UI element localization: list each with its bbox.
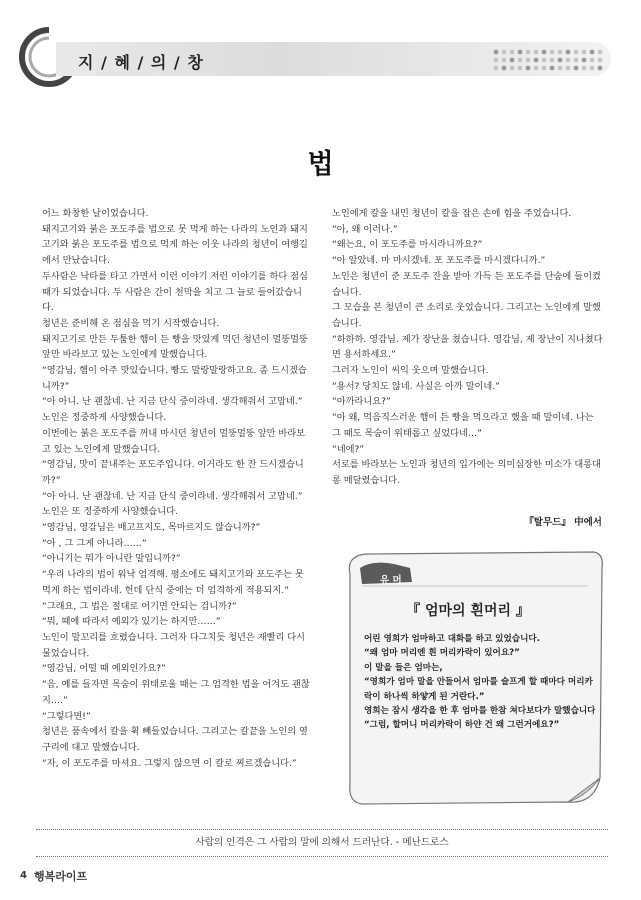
header-dot bbox=[502, 50, 507, 55]
header-dot bbox=[534, 66, 539, 71]
header-dot bbox=[518, 58, 523, 63]
article-paragraph: 그 모습을 본 청년이 큰 소리로 웃었습니다. 그리고는 노인에게 말했습니다. bbox=[332, 302, 601, 329]
header-dot bbox=[526, 58, 531, 63]
humor-title: 『 엄마의 흰머리 』 bbox=[406, 603, 530, 619]
header-dot bbox=[542, 58, 547, 63]
header-dot bbox=[598, 58, 603, 63]
header-dot bbox=[566, 66, 571, 71]
header-dot bbox=[502, 66, 507, 71]
humor-line: “왜 엄마 머리엔 흰 머리카락이 있어요?” bbox=[364, 648, 520, 659]
article-paragraph: “하하하. 영감님. 제가 장난을 쳤습니다. 영감님, 제 장난이 지나쳤다면 용서하세요.” bbox=[332, 333, 603, 361]
article-paragraph: “용서? 당치도 않네. 사실은 아까 말이네.” bbox=[332, 380, 500, 392]
article-paragraph: “아 아니. 난 괜찮네. 난 지금 단식 중이라네. 생각해줘서 고맙네.” 노인은 또 정중하게 사양했습니다. bbox=[42, 490, 303, 518]
header-dot bbox=[566, 50, 571, 55]
header-dot bbox=[574, 66, 579, 71]
humor-text bbox=[364, 632, 600, 733]
header-dot bbox=[566, 58, 571, 63]
header-dot bbox=[518, 50, 523, 55]
header-dot bbox=[510, 58, 515, 63]
article-paragraph: 어느 화창한 날이었습니다. bbox=[42, 208, 149, 219]
article-paragraph: “아니기는 뭐가 아니란 말입니까?” bbox=[42, 553, 181, 565]
article-paragraph: 이번에는 붉은 포도주를 꺼내 마시던 청년이 멀뚱멀뚱 앞만 바라보고 있는 노인에게 말했습니다. bbox=[42, 427, 305, 455]
article-paragraph: 그러자 노인이 씨익 웃으며 말했습니다. bbox=[332, 365, 489, 377]
quote-divider-bottom bbox=[36, 856, 608, 857]
article-paragraph: 두사람은 낙타를 타고 가면서 이런 이야기 저런 이야기를 하다 점심때가 되었습니다. 두 사람은 간이 천막을 치고 그 늘로 들어갔습니다. bbox=[42, 270, 308, 314]
article-paragraph: “자, 이 포도주를 마셔요. 그렇지 않으면 이 칼로 찌르겠습니다.” bbox=[42, 757, 297, 769]
article-title: 법 bbox=[307, 149, 334, 180]
section-title: 지 / 혜 / 의 / 창 bbox=[78, 53, 204, 72]
header-dot bbox=[582, 50, 587, 55]
article-source: 『탈무드』 中에서 bbox=[524, 517, 602, 528]
quote-divider-top bbox=[36, 829, 608, 830]
humor-line: “그럼, 할머니 머리카락이 하얀 건 왜 그런거에요?” bbox=[364, 720, 560, 731]
header-dot bbox=[510, 50, 515, 55]
article-paragraph: “네에?” bbox=[332, 443, 365, 455]
header-dot bbox=[494, 50, 499, 55]
page-number: 4 bbox=[20, 870, 27, 881]
article-paragraph: 돼지고기와 붉은 포도주를 법으로 못 먹게 하는 나라의 노인과 돼지고기와 붉은 포도주를 법으로 먹게 하는 이웃 나라의 청년이 여행길에서 만났습니다. bbox=[42, 223, 308, 267]
article-paragraph: 돼지고기로 만든 두툼한 햄이 든 빵을 맛있게 먹던 청년이 멀뚱멀뚱 앞만 바라보고 있는 노인에게 말했습니다. bbox=[42, 333, 308, 361]
article-paragraph: “음, 예를 들자면 목숨이 위태로울 때는 그 엄격한 법을 어겨도 괜찮지….” bbox=[42, 679, 310, 706]
article-paragraph: “영감님, 어떨 때 예외인가요?” bbox=[42, 663, 166, 675]
header-dot bbox=[558, 66, 563, 71]
humor-line: 이 말을 들은 엄마는, bbox=[364, 662, 443, 673]
header-dot bbox=[590, 50, 595, 55]
humor-label: 유 머 bbox=[380, 575, 402, 586]
article-paragraph: 청년은 준비해 온 점심을 먹기 시작했습니다. bbox=[42, 317, 220, 329]
header-dot bbox=[598, 66, 603, 71]
article-paragraph: “아까라니요?” bbox=[332, 396, 391, 408]
article-paragraph: “영감님, 영감님은 배고프지도, 목마르지도 않습니까?” bbox=[42, 522, 261, 534]
header-dot bbox=[574, 50, 579, 55]
humor-line: 영희는 잠시 생각을 한 후 엄마를 한참 쳐다보다가 말했습니다 bbox=[364, 706, 596, 717]
article-paragraph: “영감님, 햄이 아주 맛있습니다. 빵도 말랑말랑하고요. 좀 드시겠습니까?” bbox=[42, 365, 307, 392]
magazine-brand: 행복라이프 bbox=[34, 870, 88, 883]
article-paragraph: “아 왜, 먹음직스러운 햄이 든 빵을 먹으라고 했을 때 말이네. 나는 그 때도 목숨이 위태롭고 싶었다네…” bbox=[332, 412, 594, 439]
header-dot bbox=[542, 50, 547, 55]
header-dot bbox=[526, 50, 531, 55]
header-dot bbox=[542, 66, 547, 71]
header-dot bbox=[590, 66, 595, 71]
header-dot bbox=[494, 66, 499, 71]
article-paragraph: 서로를 바라보는 노인과 청년의 입가에는 의미심장한 미소가 대롱대롱 매달렸습니다. bbox=[332, 459, 601, 486]
article-paragraph: “그렇다면!” bbox=[42, 710, 91, 722]
header-dot bbox=[574, 58, 579, 63]
header-dot bbox=[534, 58, 539, 63]
article-paragraph: “영감님, 맛이 끝내주는 포도주입니다. 이거라도 한 잔 드시겠습니까?” bbox=[42, 459, 304, 486]
article-paragraph: “그래요, 그 법은 절대로 어기면 안되는 겁니까?” bbox=[42, 600, 237, 612]
humor-line: “영희가 엄마 말을 안들어서 엄마를 슬프게 할 때마다 머리카락이 하나씩 하얗게 된 거란다.” bbox=[364, 677, 593, 702]
article-paragraph: 노인에게 칼을 내민 청년이 칼을 잡은 손에 힘을 주었습니다. bbox=[332, 208, 572, 219]
article-paragraph: “아, 왜 이러나.” bbox=[332, 223, 398, 235]
header-dot bbox=[590, 58, 595, 63]
article-paragraph: “아 , 그 그게 아니라……” bbox=[42, 537, 147, 549]
header-dot bbox=[526, 66, 531, 71]
header-dot bbox=[558, 58, 563, 63]
article-right-column bbox=[332, 206, 604, 489]
header-dot bbox=[518, 66, 523, 71]
header-dot bbox=[558, 50, 563, 55]
header-dot bbox=[534, 50, 539, 55]
article-paragraph: “뭐, 때에 따라서 예외가 있기는 하지만……” bbox=[42, 616, 221, 628]
header-dot-pattern bbox=[492, 48, 604, 72]
article-paragraph: “우리 나라의 법이 워낙 엄격해. 평소에도 돼지고기와 포도주는 못 먹게 하는 법이라네. 헌데 단식 중에는 더 엄격하게 적용되지.” bbox=[42, 569, 304, 596]
header-dot bbox=[502, 58, 507, 63]
header-dot bbox=[550, 50, 555, 55]
article-paragraph: 노인이 말꼬리를 흐렸습니다. 그러자 다그치듯 청년은 재빨리 다시 물었습니다. bbox=[42, 631, 305, 659]
header-dot bbox=[494, 58, 499, 63]
header-dot bbox=[510, 66, 515, 71]
article-paragraph: 노인은 청년이 준 포도주 잔을 받아 가득 든 포도주를 단숨에 들이켰습니다. bbox=[332, 270, 601, 298]
header-dot bbox=[550, 58, 555, 63]
article-paragraph: 청년은 품속에서 칼을 휙 빼들었습니다. 그리고는 칼끝을 노인의 옆구리에 대고 말했습니다. bbox=[42, 726, 308, 753]
header-dot bbox=[582, 66, 587, 71]
footer-quote: 사람의 인격은 그 사람의 말에 의해서 드러난다. - 메난드로스 bbox=[195, 837, 449, 848]
article-paragraph: “왜는요, 이 포도주를 마시라니까요?” bbox=[332, 239, 483, 251]
header-dot bbox=[582, 58, 587, 63]
header-dot bbox=[550, 66, 555, 71]
article-left-column bbox=[42, 206, 310, 771]
article-paragraph: “아 아니. 난 괜찮네. 난 지금 단식 중이라네. 생각해줘서 고맙네.” 노인은 정중하게 사양했습니다. bbox=[42, 396, 303, 424]
article-paragraph: “아 알았네. 마 마시겠네. 포 포도주를 마시겠다니까.” bbox=[332, 255, 546, 267]
humor-line: 어린 영희가 엄마하고 대화를 하고 있었습니다. bbox=[364, 634, 540, 644]
header-dot bbox=[598, 50, 603, 55]
